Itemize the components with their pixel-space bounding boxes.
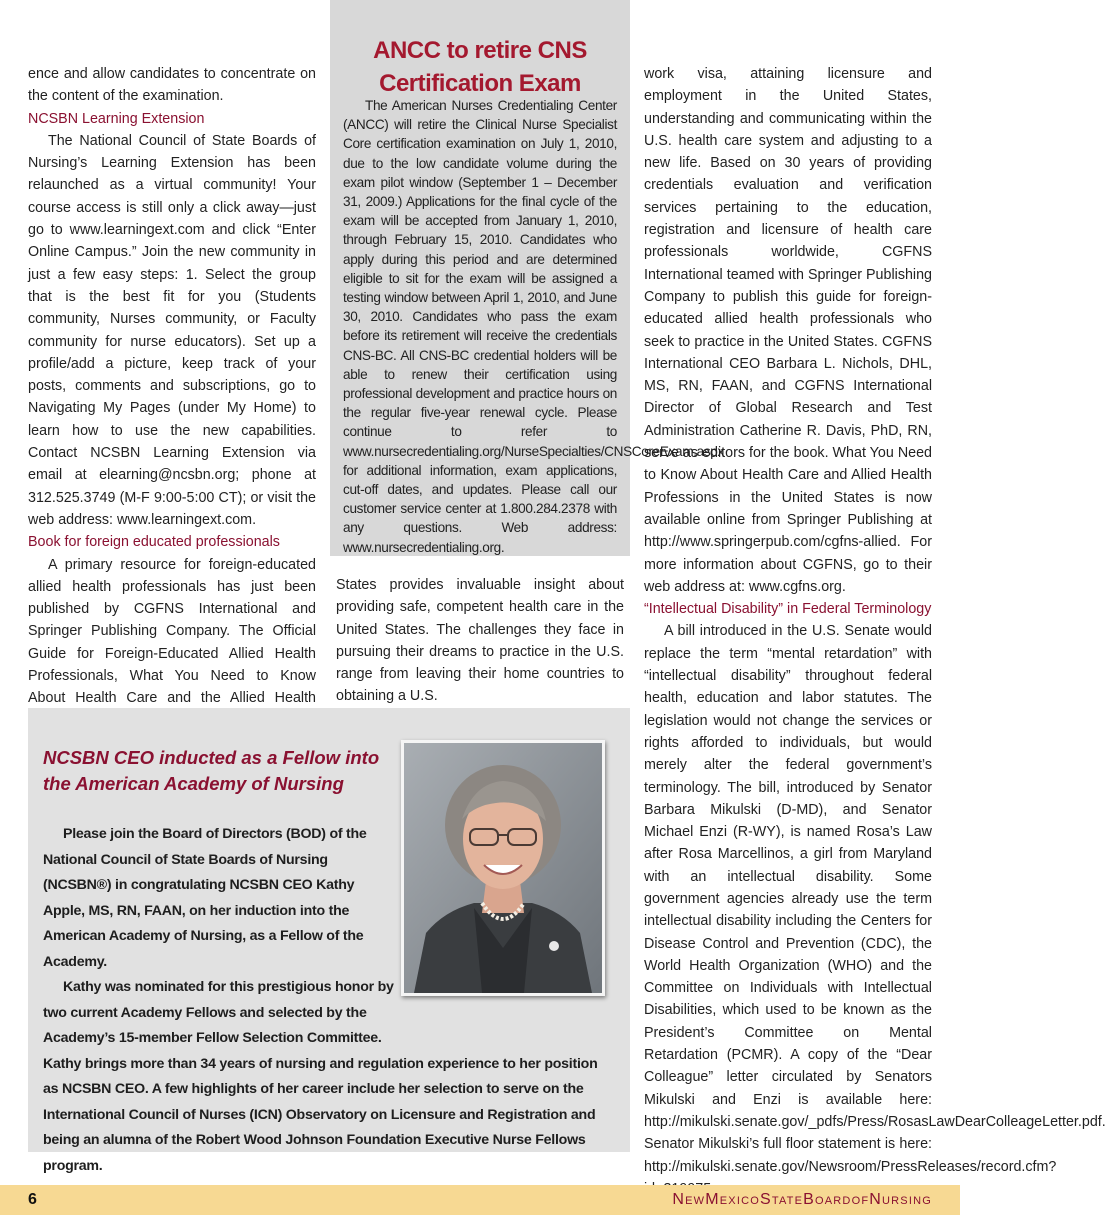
sidebar-body [343, 96, 724, 557]
ceo-feature-box [28, 708, 630, 1174]
feature-paragraph-3: Kathy brings more than 34 years of nursing and regulation experience to her position as NCSBN CEO. A few highlights of her career include her selection to serve on the International Council of Nurses (ICN) Observatory on Licensure and Registration and being an alumna of the Robert Wood Johnson Foundation Executive Nurse Fellows program. [43, 1055, 598, 1174]
left-continued-paragraph: ence and allow candidates to concentrate on the content of the examination. [28, 66, 316, 105]
ancc-sidebar [330, 0, 724, 556]
feature-paragraph-2: Kathy was nominated for this prestigious honor by two current Academy Fellows and selected by the Academy’s 15-member Fellow Selection Committee. [43, 979, 394, 1046]
foreign-educated-paragraph: A primary resource for foreign-educated allied health professionals has just been published by CGFNS International and Springer Publishing Company. The Official Guide for Foreign-Educated Allied Health Professionals, What You Need to Know About Health Care and the Allied Health [28, 556, 316, 707]
right-continued-paragraph: work visa, attaining licensure and employment in the United States, understanding and communicating within the U.S. health care system and adjusting to a new life. Based on 30 years of providing credentials evaluation and verification services pertaining to the education, registration and licensure of health care professionals worldwide, CGFNS International teamed with Springer Publishing Company to publish this guide for foreign-educated allied health professionals who seek to practice in the United States. CGFNS International CEO Barbara L. Nichols, DHL, MS, RN, FAAN, and CGFNS International Director of Global Research and Test Administration Catherine R. Davis, PhD, RN, serve as editors for the book. What You Need to Know About Health Care and Allied Health Professions in the United States is now available online from Springer Publishing at http://www.springerpub.com/cgfns-allied. For more information about CGFNS, go to their web address at: www.cgfns.org. [644, 66, 932, 595]
page-number: 6 [28, 1191, 37, 1208]
middle-continued-paragraph: States provides invaluable insight about providing safe, competent health care in the United States. The challenges they face in pursuing their dreams to practice in the U.S. range from leaving their home countries to obtaining a U.S. [336, 577, 624, 705]
page-footer [0, 1185, 960, 1215]
feature-title: NCSBN CEO inducted as a Fellow into the American Academy of Nursing [43, 747, 380, 794]
middle-column [336, 574, 624, 708]
sidebar-title: ANCC to retire CNS Certification Exam [373, 37, 587, 97]
intellectual-disability-heading: “Intellectual Disability” in Federal Terminology [644, 601, 932, 618]
sidebar-paragraph: The American Nurses Credentialing Center (ANCC) will retire the Clinical Nurse Specialist Core certification examination on July 1, 2010, due to the low candidate volume during the exam pilot window (September 1 – December 31, 2009.) Applications for the final cycle of the exam will be accepted from January 1, 2010, through February 15, 2010. Candidates who apply during this period and are determined eligible to sit for the exam will be assigned a testing window between April 1, 2010, and June 30, 2010. Candidates who pass the exam before its retirement will receive the credentials CNS-BC. All CNS-BC credential holders will be able to renew their certification using professional development and practice hours on the regular five-year renewal cycle. Please continue to refer to www.nursecredentialing.org/NurseSpecialties/CNSCoreExam.aspx for additional information, exam applications, cut-off dates, and updates. Please call our customer service center at 1.800.284.2378 with any questions. Web address: www.nursecredentialing.org. [343, 98, 724, 555]
feature-paragraph-1: Please join the Board of Directors (BOD) of the National Council of State Boards of Nursing (NCSBN®) in congratulating NCSBN CEO Kathy Apple, MS, RN, FAAN, on her induction into the American Academy of Nursing, as a Fellow of the Academy. [43, 826, 367, 970]
intellectual-disability-paragraph: A bill introduced in the U.S. Senate would replace the term “mental retardation” with “intellectual disability” throughout federal health, education and labor statutes. The legislation would not change the services or rights afforded to individuals, but would merely alter the federal government’s terminology. The bill, introduced by Senator Barbara Mikulski (D-MD), and Senator Michael Enzi (R-WY), is named Rosa’s Law after Rosa Marcellinos, a girl from Maryland with an intellectual disability. Some government agencies already use the term intellectual disability including the Centers for Disease Control and Prevention (CDC), the World Health Organization (WHO) and the Committee on Individuals with Intellectual Disabilities, which used to be known as the President’s Committee on Mental Retardation (PCMR). A copy of the “Dear Colleague” letter circulated by Senators Mikulski and Enzi is available here: http://mikulski.senate.gov/_pdfs/Press/RosasLawDearColleageLetter.pdf. Senator Mikulski’s full floor statement is here: http://mikulski.senate.gov/Newsroom/PressReleases/record.cfm? [644, 623, 1106, 1175]
right-column [644, 63, 1106, 1200]
learning-extension-paragraph: The National Council of State Boards of Nursing’s Learning Extension has been relaunched as a virtual community! Your course access is still only a click away—just go to www.learningext.com and click “Enter Online Campus.” Join the new community in just a few easy steps: 1. Select the group that is the best fit for you (Students community, Nurses community, or Faculty community for nurse educators). Set up a profile/add a picture, keep track of your posts, comments and subscriptions, go to Navigating My Pages (under My Home) to learn how to use the new capabilities. Contact NCSBN Learning Extension via email at elearning@ncsbn.org; phone at 312.525.3749 (M-F 9:00-5:00 CT); or visit the web address: www.learningext.com. [28, 132, 316, 528]
left-column [28, 63, 316, 732]
learning-extension-heading: NCSBN Learning Extension [28, 110, 205, 127]
publication-title: NewMexicoStateBoardofNursing [672, 1191, 932, 1208]
foreign-educated-heading: Book for foreign educated professionals [28, 534, 280, 551]
feature-body [43, 822, 616, 1179]
